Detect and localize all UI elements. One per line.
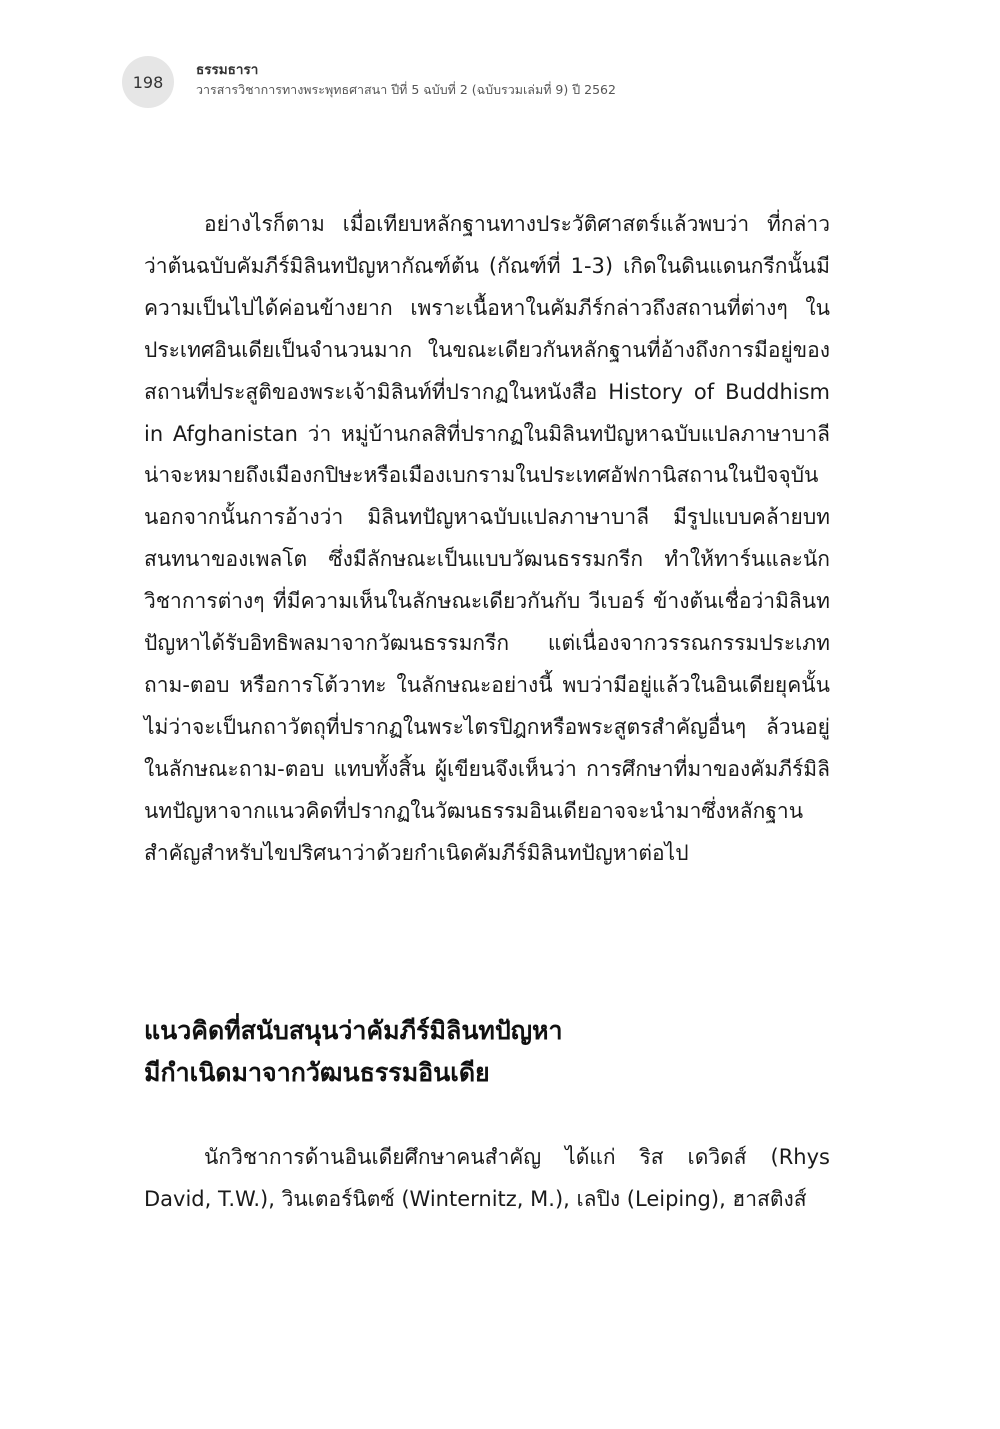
journal-issue: วารสารวิชาการทางพระพุทธศาสนา ปีที่ 5 ฉบับที่ 2 (ฉบับรวมเล่มที่ 9) ปี 2562 bbox=[196, 81, 616, 97]
running-header bbox=[196, 62, 616, 98]
body-paragraph: อย่างไรก็ตาม เมื่อเทียบหลักฐานทางประวัติศาสตร์แล้วพบว่า ที่กล่าวว่าต้นฉบับคัมภีร์มิลินทปัญหากัณฑ์ต้น (กัณฑ์ที่ 1-3) เกิดในดินแดนกรีกนั้นมีความเป็นไปได้ค่อนข้างยาก เพราะเนื้อหาในคัมภีร์กล่าวถึงสถานที่ต่างๆ ในประเทศอินเดียเป็นจำนวนมาก ในขณะเดียวกันหลักฐานที่อ้างถึงการมีอยู่ของสถานที่ประสูติของพระเจ้ามิลินท์ที่ปรากฏในหนังสือ History of Buddhism in Afghanistan ว่า หมู่บ้านกลสิที่ปรากฏในมิลินทปัญหาฉบับแปลภาษาบาลีน่าจะหมายถึงเมืองกปิษะหรือเมืองเบกรามในประเทศอัฟกานิสถานในปัจจุบัน นอกจากนั้นการอ้างว่า มิลินทปัญหาฉบับแปลภาษาบาลี มีรูปแบบคล้ายบทสนทนาของเพลโต ซึ่งมีลักษณะเป็นแบบวัฒนธรรมกรีก ทำให้ทาร์นและนักวิชาการต่างๆ ที่มีความเห็นในลักษณะเดียวกันกับ วีเบอร์ ข้างต้นเชื่อว่ามิลินทปัญหาได้รับอิทธิพลมาจากวัฒนธรรมกรีก แต่เนื่องจากวรรณกรรมประเภทถาม-ตอบ หรือการโต้วาทะ ในลักษณะอย่างนี้ พบว่ามีอยู่แล้วในอินเดียยุคนั้น ไม่ว่าจะเป็นกถาวัตถุที่ปรากฏในพระไตรปิฎกหรือพระสูตรสำคัญอื่นๆ ล้วนอยู่ในลักษณะถาม-ตอบ แทบทั้งสิ้น ผู้เขียนจึงเห็นว่า การศึกษาที่มาของคัมภีร์มิลินทปัญหาจากแนวคิดที่ปรากฏในวัฒนธรรมอินเดียอาจจะนำมาซึ่งหลักฐานสำคัญสำหรับไขปริศนาว่าด้วยกำเนิดคัมภีร์มิลินทปัญหาต่อไป bbox=[144, 212, 830, 865]
section-heading-line-1: แนวคิดที่สนับสนุนว่าคัมภีร์มิลินทปัญหา bbox=[144, 1016, 563, 1045]
section-heading-line-2: มีกำเนิดมาจากวัฒนธรรมอินเดีย bbox=[144, 1058, 490, 1087]
journal-name: ธรรมธารา bbox=[196, 62, 259, 78]
page-number-badge bbox=[122, 56, 174, 108]
section-paragraph: นักวิชาการด้านอินเดียศึกษาคนสำคัญ ได้แก่ ริส เดวิดส์ (Rhys David, T.W.), วินเตอร์นิตซ์ (Winternitz, M.), เลปิง (Leiping), ฮาสติงส์ bbox=[144, 1145, 830, 1211]
section-heading bbox=[144, 1010, 830, 1094]
section-text-block bbox=[144, 1137, 830, 1221]
page-number: 198 bbox=[132, 72, 164, 92]
main-text-block bbox=[144, 204, 830, 875]
